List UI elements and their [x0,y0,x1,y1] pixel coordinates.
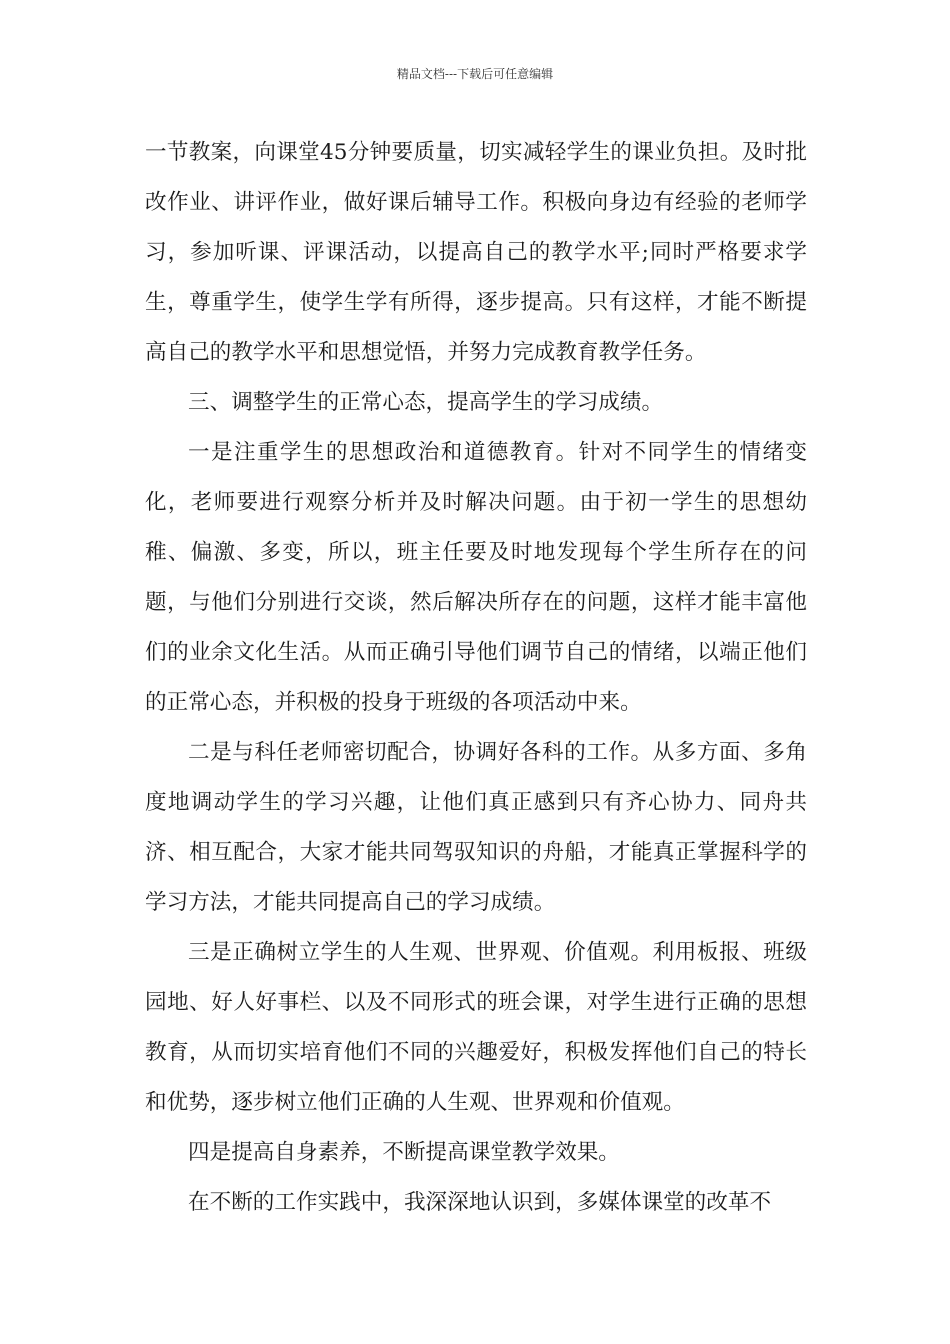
document-body [145,128,807,1228]
paragraph-point-4: 四是提高自身素养，不断提高课堂教学效果。 [188,1140,620,1165]
paragraph-point-1: 一是注重学生的思想政治和道德教育。针对不同学生的情绪变化，老师要进行观察分析并及时解决问题。由于初一学生的思想幼稚、偏激、多变，所以，班主任要及时地发现每个学生所存在的问题，与他们分别进行交谈，然后解决所存在的问题，这样才能丰富他们的业余文化生活。从而正确引导他们调节自己的情绪，以端正他们的正常心态，并积极的投身于班级的各项活动中来。 [145,440,807,715]
page-header: 精品文档---下载后可任意编辑 [396,67,554,81]
paragraph-point-2: 二是与科任老师密切配合，协调好各科的工作。从多方面、多角度地调动学生的学习兴趣，让他们真正感到只有齐心协力、同舟共济、相互配合，大家才能共同驾驭知识的舟船，才能真正掌握科学的学习方法，才能共同提高自己的学习成绩。 [145,740,807,915]
paragraph-point-3: 三是正确树立学生的人生观、世界观、价值观。利用板报、班级园地、好人好事栏、以及不同形式的班会课，对学生进行正确的思想教育，从而切实培育他们不同的兴趣爱好，积极发挥他们自己的特长和优势，逐步树立他们正确的人生观、世界观和价值观。 [145,940,807,1115]
paragraph-trailing: 在不断的工作实践中，我深深地认识到，多媒体课堂的改革不 [188,1190,772,1215]
section-heading-3: 三、调整学生的正常心态，提高学生的学习成绩。 [188,390,664,415]
paragraph-continuation: 一节教案，向课堂45分钟要质量，切实减轻学生的课业负担。及时批改作业、讲评作业，做好课后辅导工作。积极向身边有经验的老师学习，参加听课、评课活动，以提高自己的教学水平;同时严格要求学生，尊重学生，使学生学有所得，逐步提高。只有这样，才能不断提高自己的教学水平和思想觉悟，并努力完成教育教学任务。 [145,140,807,365]
